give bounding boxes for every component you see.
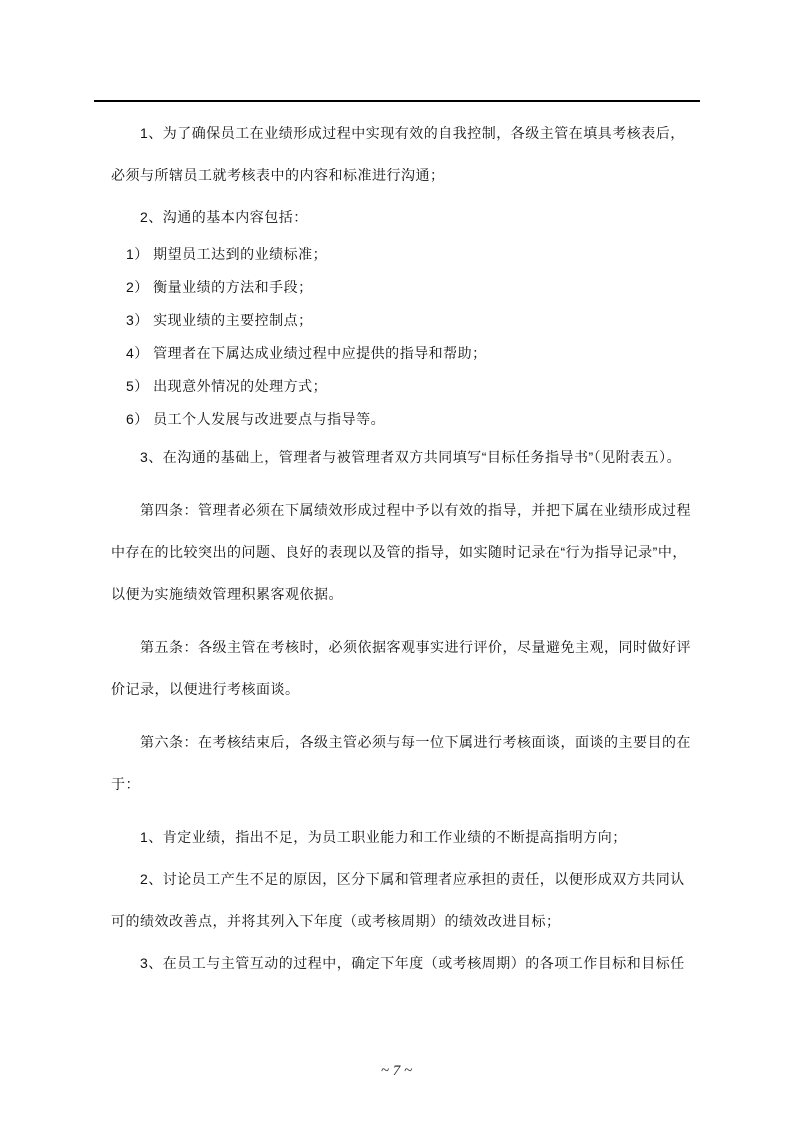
paragraph-line: 2、沟通的基本内容包括： (140, 209, 308, 225)
paragraph (111, 112, 711, 196)
list-item: 3） 实现业绩的主要控制点； (126, 312, 313, 328)
paragraph-line: 2、讨论员工产生不足的原因，区分下属和管理者应承担的责任，以便形成双方共同认 (140, 871, 685, 887)
paragraph (111, 942, 711, 984)
list-item: 1） 期望员工达到的业绩标准； (126, 246, 328, 262)
list-item: 4） 管理者在下属达成业绩过程中应提供的指导和帮助； (126, 345, 487, 361)
footer (0, 1056, 793, 1086)
paragraph-line: 1、为了确保员工在业绩形成过程中实现有效的自我控制，各级主管在填具考核表后， (140, 125, 685, 141)
paragraph (111, 626, 711, 710)
paragraph-line: 1、肯定业绩，指出不足，为员工职业能力和工作业绩的不断提高指明方向； (140, 829, 627, 845)
list-item: 5） 出现意外情况的处理方式； (126, 378, 328, 394)
paragraph-line: 第四条：管理者必须在下属绩效形成过程中予以有效的指导，并把下属在业绩形成过程 (140, 502, 691, 518)
paragraph-line: 第六条：在考核结束后，各级主管必须与每一位下属进行考核面谈，面谈的主要目的在 (140, 734, 691, 750)
list-item: 2） 衡量业绩的方法和手段； (126, 279, 313, 295)
page-number: ~ 7 ~ (380, 1063, 413, 1079)
paragraph-line: 以便为实施绩效管理积累客观依据。 (111, 586, 343, 602)
paragraph (111, 196, 711, 238)
paragraph-line: 价记录，以便进行考核面谈。 (111, 681, 300, 697)
document-body (111, 112, 711, 984)
paragraph (111, 721, 711, 805)
paragraph-line: 3、在沟通的基础上，管理者与被管理者双方共同填写“目标任务指导书”（见附表五）。 (140, 449, 682, 465)
paragraph (111, 489, 711, 615)
paragraph-line: 可的绩效改善点，并将其列入下年度（或考核周期）的绩效改进目标； (111, 913, 561, 929)
paragraph-line: 于： (111, 776, 140, 792)
paragraph-line: 必须与所辖员工就考核表中的内容和标准进行沟通； (111, 167, 445, 183)
paragraph (111, 436, 711, 478)
paragraph-line: 3、在员工与主管互动的过程中，确定下年度（或考核周期）的各项工作目标和目标任 (140, 955, 685, 971)
paragraph (111, 816, 711, 858)
list-item: 6） 员工个人发展与改进要点与指导等。 (126, 411, 386, 427)
paragraph-line: 中存在的比较突出的问题、良好的表现以及管的指导，如实随时记录在“行为指导记录”中， (111, 544, 687, 560)
paragraph (111, 858, 711, 942)
sub-list (111, 238, 711, 436)
paragraph-line: 第五条：各级主管在考核时，必须依据客观事实进行评价，尽量避免主观，同时做好评 (140, 639, 691, 655)
header-rule (94, 100, 700, 102)
